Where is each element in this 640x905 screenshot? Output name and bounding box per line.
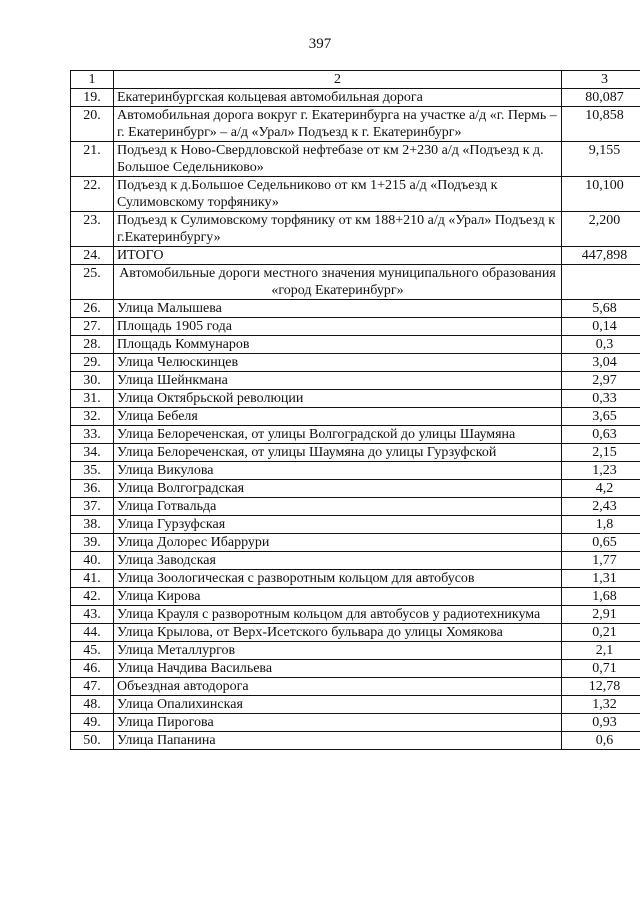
road-length: 2,43	[562, 498, 640, 516]
road-length: 2,91	[562, 606, 640, 624]
road-length: 2,1	[562, 642, 640, 660]
road-name: Улица Папанина	[114, 732, 562, 750]
road-length: 0,6	[562, 732, 640, 750]
road-length: 0,14	[562, 318, 640, 336]
row-number: 33.	[71, 426, 114, 444]
road-length: 0,93	[562, 714, 640, 732]
road-name: Улица Зоологическая с разворотным кольцом для автобусов	[114, 570, 562, 588]
road-name: Площадь Коммунаров	[114, 336, 562, 354]
road-length: 0,71	[562, 660, 640, 678]
table-row	[71, 534, 640, 552]
road-length: 1,77	[562, 552, 640, 570]
table-row	[71, 624, 640, 642]
road-length: 10,858	[562, 107, 640, 142]
road-name: Улица Металлургов	[114, 642, 562, 660]
table-row	[71, 588, 640, 606]
row-number: 23.	[71, 212, 114, 247]
road-name: Улица Малышева	[114, 300, 562, 318]
road-name: Улица Гурзуфская	[114, 516, 562, 534]
table-row	[71, 318, 640, 336]
row-number: 26.	[71, 300, 114, 318]
road-length: 1,68	[562, 588, 640, 606]
road-name: Улица Волгоградская	[114, 480, 562, 498]
row-number: 32.	[71, 408, 114, 426]
row-number: 49.	[71, 714, 114, 732]
road-name: Улица Октябрьской революции	[114, 390, 562, 408]
road-name: Улица Челюскинцев	[114, 354, 562, 372]
row-number: 31.	[71, 390, 114, 408]
table-row	[71, 642, 640, 660]
road-name: ИТОГО	[114, 247, 562, 265]
road-name: Улица Крылова, от Верх-Исетского бульвара до улицы Хомякова	[114, 624, 562, 642]
table-row	[71, 696, 640, 714]
road-length: 2,15	[562, 444, 640, 462]
table-header-row	[71, 71, 640, 89]
road-length: 3,04	[562, 354, 640, 372]
row-number: 37.	[71, 498, 114, 516]
row-number: 25.	[71, 265, 114, 300]
road-length: 2,200	[562, 212, 640, 247]
row-number: 42.	[71, 588, 114, 606]
row-number: 35.	[71, 462, 114, 480]
row-number: 34.	[71, 444, 114, 462]
road-length: 5,68	[562, 300, 640, 318]
road-length: 0,3	[562, 336, 640, 354]
row-number: 46.	[71, 660, 114, 678]
table-row	[71, 390, 640, 408]
road-name: Улица Белореченская, от улицы Волгоградской до улицы Шаумяна	[114, 426, 562, 444]
table-row	[71, 336, 640, 354]
table-row	[71, 570, 640, 588]
table-row	[71, 142, 640, 177]
road-name: Улица Шейнкмана	[114, 372, 562, 390]
row-number: 50.	[71, 732, 114, 750]
road-name: Улица Начдива Васильева	[114, 660, 562, 678]
road-name: Улица Пирогова	[114, 714, 562, 732]
road-name: Улица Кирова	[114, 588, 562, 606]
road-length: 0,33	[562, 390, 640, 408]
road-name: Улица Заводская	[114, 552, 562, 570]
table-body	[71, 89, 640, 750]
road-name: Улица Опалихинская	[114, 696, 562, 714]
row-number: 45.	[71, 642, 114, 660]
road-length: 4,2	[562, 480, 640, 498]
road-length: 3,65	[562, 408, 640, 426]
row-number: 29.	[71, 354, 114, 372]
road-length: 12,78	[562, 678, 640, 696]
row-number: 20.	[71, 107, 114, 142]
row-number: 22.	[71, 177, 114, 212]
row-number: 44.	[71, 624, 114, 642]
table-row	[71, 300, 640, 318]
row-number: 21.	[71, 142, 114, 177]
table-row	[71, 732, 640, 750]
table-row	[71, 107, 640, 142]
header-col-1: 1	[71, 71, 114, 89]
row-number: 36.	[71, 480, 114, 498]
table-row	[71, 552, 640, 570]
table-row	[71, 462, 640, 480]
road-name: Улица Готвальда	[114, 498, 562, 516]
road-length: 9,155	[562, 142, 640, 177]
table-row	[71, 714, 640, 732]
road-name: Объездная автодорога	[114, 678, 562, 696]
page-number: 397	[308, 36, 332, 52]
table-row	[71, 606, 640, 624]
header-col-3: 3	[562, 71, 640, 89]
road-name: Екатеринбургская кольцевая автомобильная дорога	[114, 89, 562, 107]
table-row	[71, 212, 640, 247]
road-length: 10,100	[562, 177, 640, 212]
table-row	[71, 444, 640, 462]
road-length: 1,31	[562, 570, 640, 588]
road-name: Улица Долорес Ибаррури	[114, 534, 562, 552]
road-name: Автомобильная дорога вокруг г. Екатеринбурга на участке а/д «г. Пермь – г. Екатеринбург» – а/д «Урал» Подъезд к г. Екатеринбург»	[114, 107, 562, 142]
road-length: 80,087	[562, 89, 640, 107]
road-name: Подъезд к д.Большое Седельниково от км 1+215 а/д «Подъезд к Сулимовскому торфянику»	[114, 177, 562, 212]
table-row	[71, 247, 640, 265]
road-length: 1,23	[562, 462, 640, 480]
road-name: Подъезд к Ново-Свердловской нефтебазе от км 2+230 а/д «Подъезд к д. Большое Седельниково»	[114, 142, 562, 177]
table-row	[71, 480, 640, 498]
row-number: 47.	[71, 678, 114, 696]
road-name: Улица Белореченская, от улицы Шаумяна до улицы Гурзуфской	[114, 444, 562, 462]
road-name: Площадь 1905 года	[114, 318, 562, 336]
row-number: 40.	[71, 552, 114, 570]
header-col-2: 2	[114, 71, 562, 89]
row-number: 24.	[71, 247, 114, 265]
road-length: 0,65	[562, 534, 640, 552]
road-name: Улица Викулова	[114, 462, 562, 480]
table-row	[71, 372, 640, 390]
table-row	[71, 516, 640, 534]
road-length: 1,32	[562, 696, 640, 714]
road-name: Подъезд к Сулимовскому торфянику от км 188+210 а/д «Урал» Подъезд к г.Екатеринбургу»	[114, 212, 562, 247]
road-length	[562, 265, 640, 300]
road-name: Автомобильные дороги местного значения муниципального образования «город Екатеринбург»	[114, 265, 562, 300]
table-row	[71, 265, 640, 300]
row-number: 38.	[71, 516, 114, 534]
road-length: 2,97	[562, 372, 640, 390]
table-row	[71, 426, 640, 444]
roads-table	[70, 70, 640, 750]
table-row	[71, 498, 640, 516]
road-name: Улица Бебеля	[114, 408, 562, 426]
road-length: 0,21	[562, 624, 640, 642]
table-row	[71, 89, 640, 107]
row-number: 39.	[71, 534, 114, 552]
road-length: 1,8	[562, 516, 640, 534]
row-number: 41.	[71, 570, 114, 588]
road-length: 447,898	[562, 247, 640, 265]
table-row	[71, 177, 640, 212]
row-number: 48.	[71, 696, 114, 714]
road-name: Улица Крауля с разворотным кольцом для автобусов у радиотехникума	[114, 606, 562, 624]
table-row	[71, 678, 640, 696]
table-row	[71, 354, 640, 372]
row-number: 19.	[71, 89, 114, 107]
row-number: 28.	[71, 336, 114, 354]
road-length: 0,63	[562, 426, 640, 444]
row-number: 30.	[71, 372, 114, 390]
row-number: 27.	[71, 318, 114, 336]
table-row	[71, 408, 640, 426]
row-number: 43.	[71, 606, 114, 624]
table-row	[71, 660, 640, 678]
